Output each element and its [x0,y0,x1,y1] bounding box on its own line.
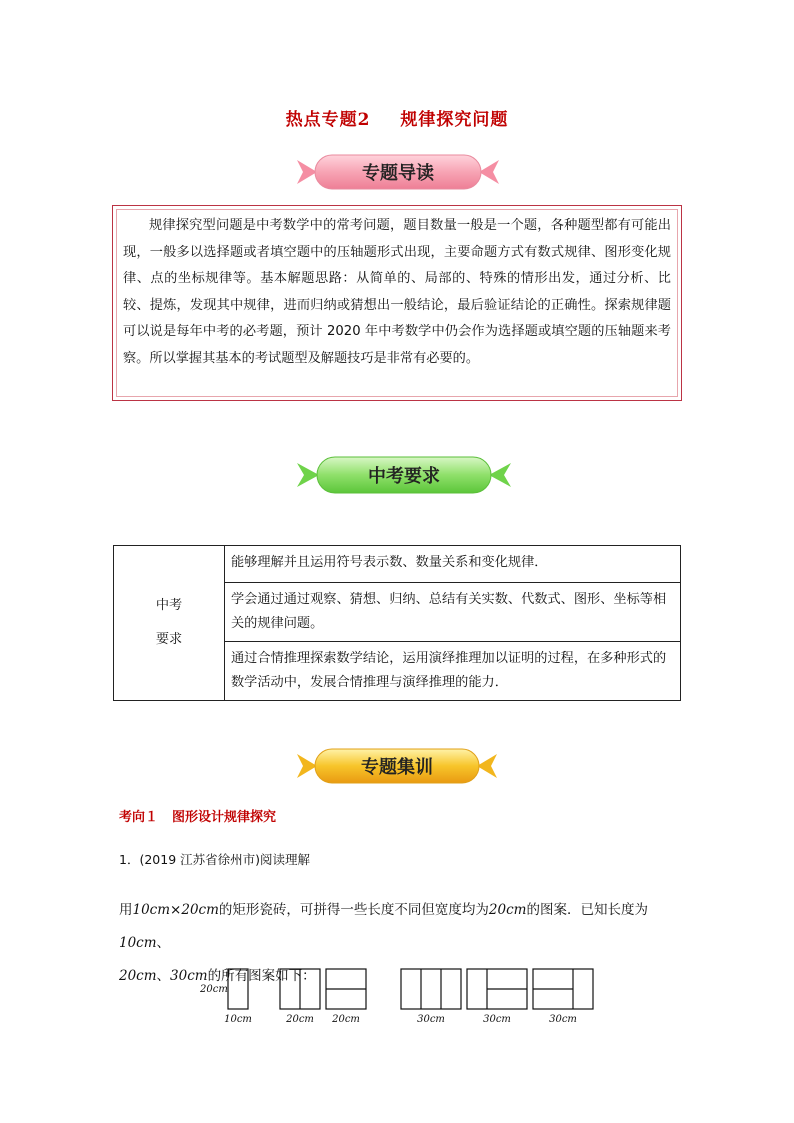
question-header: 1．(2019 江苏省徐州市)阅读理解 [119,852,310,867]
tile-pattern [228,969,248,1009]
kaoxiang-title: 图形设计规律探究 [172,810,277,825]
req-left-line2: 要求 [155,632,183,647]
tile-patterns-figure [195,965,605,1033]
section-banner-training [293,746,501,786]
section-banner-requirements [293,454,515,496]
width-label: 20cm [286,1014,314,1025]
req-left-line1: 中考 [155,598,183,613]
height-label: 20cm [200,984,228,995]
section-label-requirements: 中考要求 [368,466,440,487]
kaoxiang-heading [119,806,276,825]
width-label: 30cm [549,1014,577,1025]
requirements-table [113,545,681,701]
requirements-header-cell [114,546,225,701]
requirement-row: 学会通过通过观察、猜想、归纳、总结有关实数、代数式、图形、坐标等相关的规律问题。 [225,583,681,642]
tile-pattern [401,969,461,1009]
kaoxiang-label: 考向１ [119,810,159,825]
intro-text: 规律探究型问题是中考数学中的常考问题，题目数量一般是一个题，各种题型都有可能出现，一般多以选择题或者填空题中的压轴题形式出现，主要命题方式有数式规律、图形变化规律、点的坐标规律等。基本解题思路：从简单的、局部的、特殊的情形出发，通过分析、比较、提炼，发现其中规律，进而归纳或猜想出一般结论，最后验证结论的正确性。探索规律题可以说是每年中考的必考题，预计 2020 年中考数学中仍会作为选择题或填空题的压轴题来考察。所以掌握其基本的考试题型及解题技巧是非常有必要的。 [123,218,671,366]
section-label-intro: 专题导读 [362,163,434,184]
title-subject: 规律探究问题 [400,110,509,130]
page-title [0,105,794,130]
width-label: 30cm [417,1014,445,1025]
section-banner-intro [293,152,503,192]
section-label-training: 专题集训 [361,757,433,778]
requirement-row: 能够理解并且运用符号表示数、数量关系和变化规律． [225,546,681,583]
intro-box [112,205,682,401]
title-topic: 热点专题2 [285,110,371,130]
width-label: 10cm [224,1014,252,1025]
width-label: 20cm [332,1014,360,1025]
question-text: 用10cm×20cm的矩形瓷砖，可拼得一些长度不同但宽度均为20cm的图案．已知长度为10cm、 20cm、30cm的所有图案如下： [119,902,648,984]
width-label: 30cm [483,1014,511,1025]
requirement-row: 通过合情推理探索数学结论，运用演绎推理加以证明的过程，在多种形式的数学活动中，发展合情推理与演绎推理的能力． [225,642,681,701]
